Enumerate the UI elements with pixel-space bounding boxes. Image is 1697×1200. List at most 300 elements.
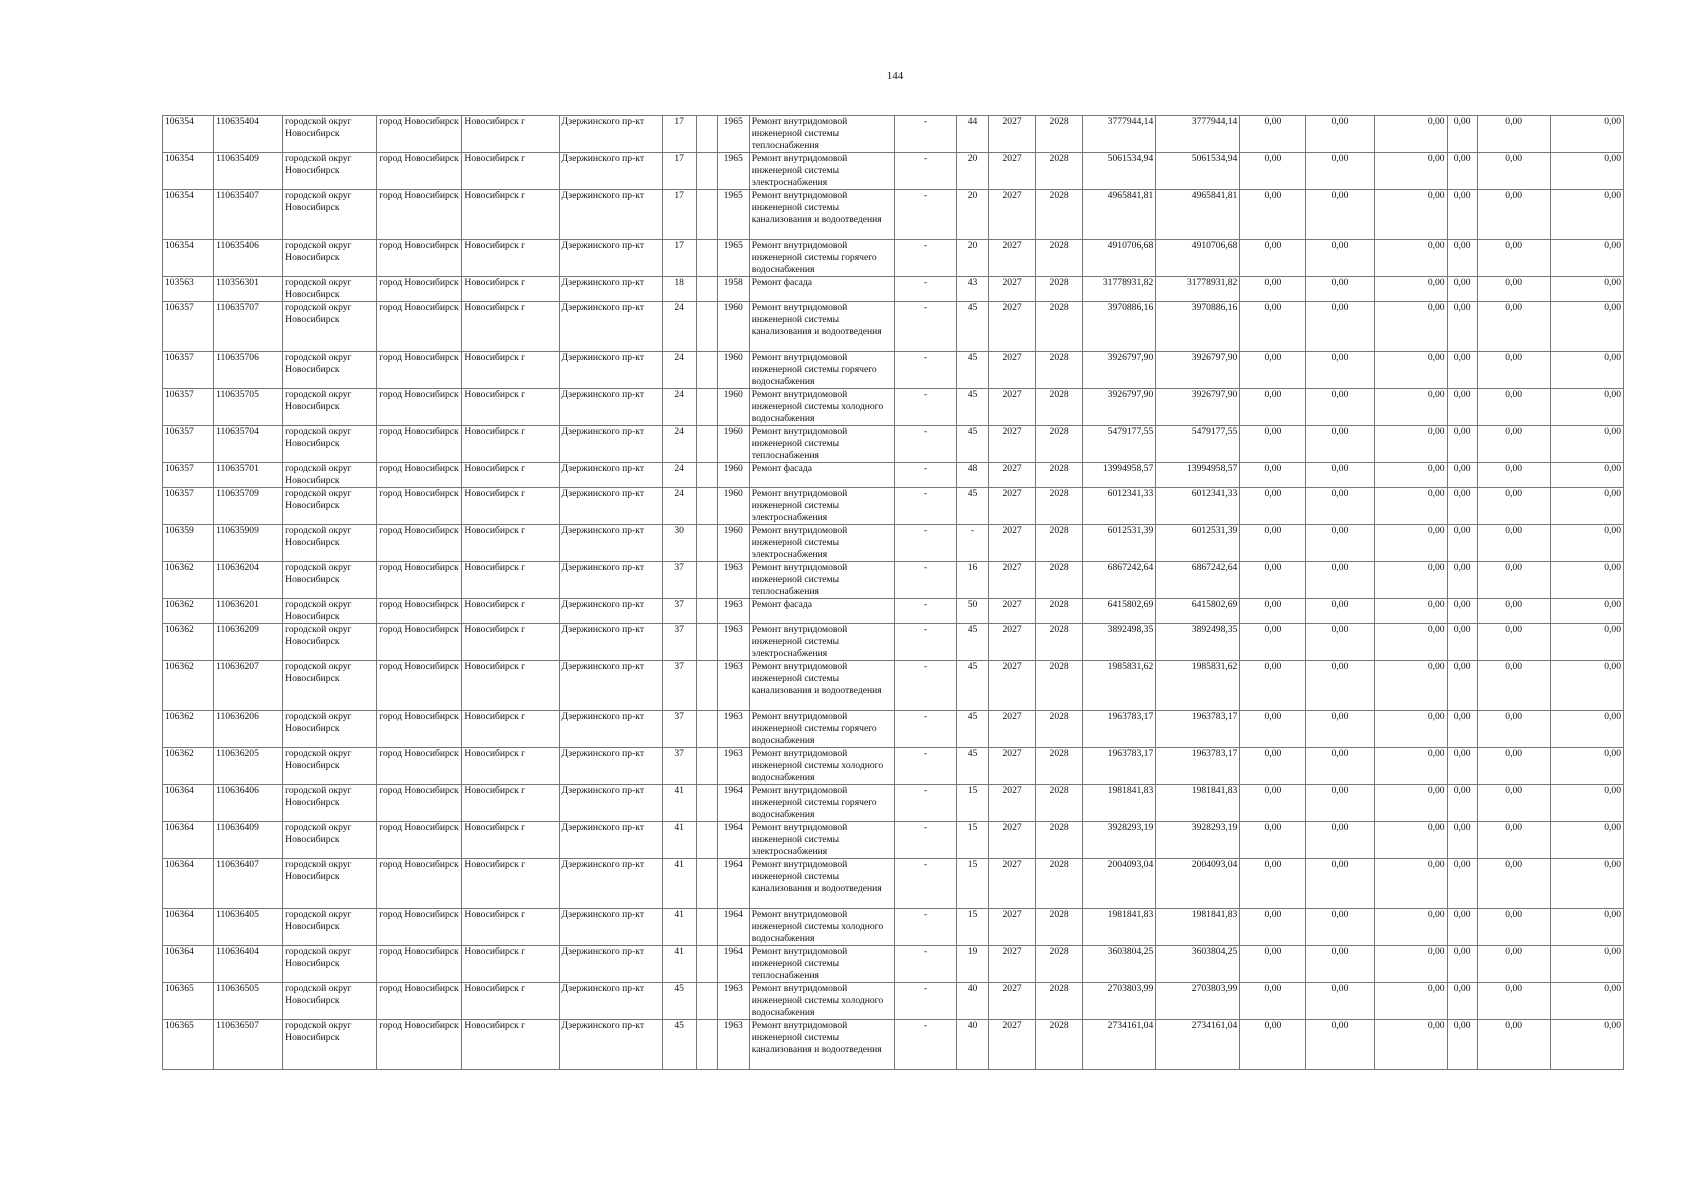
cell-settlement: город Новосибирск <box>377 822 462 859</box>
cell-year-built: 1963 <box>717 748 749 785</box>
cell-wear-percent: 45 <box>957 352 989 389</box>
cell-budget-local: 0,00 <box>1374 389 1447 426</box>
cell-fund-cost: 1981841,83 <box>1156 909 1240 946</box>
cell-year-built: 1963 <box>717 624 749 661</box>
cell-year-built: 1963 <box>717 983 749 1020</box>
cell-other-1: 0,00 <box>1447 1020 1477 1070</box>
cell-municipality: городской округ Новосибирск <box>283 562 377 599</box>
cell-unit: - <box>894 116 956 153</box>
cell-municipality: городской округ Новосибирск <box>283 909 377 946</box>
cell-work-id: 110635707 <box>214 302 283 352</box>
cell-plan-year-end: 2028 <box>1036 909 1083 946</box>
cell-building <box>696 822 717 859</box>
cell-work-type: Ремонт внутридомовой инженерной системы электроснабжения <box>749 624 894 661</box>
cell-plan-year-start: 2027 <box>989 426 1036 463</box>
cell-budget-federal: 0,00 <box>1240 599 1306 624</box>
cell-other-3: 0,00 <box>1550 562 1623 599</box>
cell-other-1: 0,00 <box>1447 822 1477 859</box>
cell-building <box>696 352 717 389</box>
table-row <box>163 463 1624 488</box>
table-row <box>163 711 1624 748</box>
cell-house-id: 106354 <box>163 153 214 190</box>
cell-street: Дзержинского пр-кт <box>559 153 662 190</box>
cell-unit: - <box>894 1020 956 1070</box>
cell-building <box>696 661 717 711</box>
cell-work-id: 110636405 <box>214 909 283 946</box>
cell-work-id: 110635704 <box>214 426 283 463</box>
cell-city: Новосибирск г <box>462 426 559 463</box>
cell-budget-local: 0,00 <box>1374 661 1447 711</box>
table-row <box>163 352 1624 389</box>
cell-total-cost: 13994958,57 <box>1083 463 1156 488</box>
cell-settlement: город Новосибирск <box>377 624 462 661</box>
cell-year-built: 1964 <box>717 822 749 859</box>
cell-year-built: 1964 <box>717 859 749 909</box>
table-row <box>163 426 1624 463</box>
cell-work-type: Ремонт внутридомовой инженерной системы горячего водоснабжения <box>749 240 894 277</box>
cell-other-2: 0,00 <box>1477 463 1550 488</box>
table-row <box>163 488 1624 525</box>
cell-house-id: 103563 <box>163 277 214 302</box>
cell-budget-federal: 0,00 <box>1240 525 1306 562</box>
cell-other-1: 0,00 <box>1447 946 1477 983</box>
cell-house-number: 37 <box>662 711 696 748</box>
cell-street: Дзержинского пр-кт <box>559 562 662 599</box>
cell-plan-year-start: 2027 <box>989 389 1036 426</box>
cell-building <box>696 389 717 426</box>
cell-other-2: 0,00 <box>1477 785 1550 822</box>
cell-other-2: 0,00 <box>1477 190 1550 240</box>
cell-total-cost: 3928293,19 <box>1083 822 1156 859</box>
cell-wear-percent: 45 <box>957 711 989 748</box>
cell-settlement: город Новосибирск <box>377 463 462 488</box>
cell-other-3: 0,00 <box>1550 748 1623 785</box>
cell-budget-local: 0,00 <box>1374 711 1447 748</box>
cell-plan-year-end: 2028 <box>1036 1020 1083 1070</box>
cell-budget-regional: 0,00 <box>1306 946 1374 983</box>
cell-plan-year-end: 2028 <box>1036 599 1083 624</box>
cell-budget-regional: 0,00 <box>1306 277 1374 302</box>
cell-house-id: 106357 <box>163 352 214 389</box>
cell-other-2: 0,00 <box>1477 859 1550 909</box>
cell-city: Новосибирск г <box>462 748 559 785</box>
cell-building <box>696 240 717 277</box>
cell-settlement: город Новосибирск <box>377 599 462 624</box>
cell-city: Новосибирск г <box>462 116 559 153</box>
cell-building <box>696 909 717 946</box>
cell-street: Дзержинского пр-кт <box>559 488 662 525</box>
cell-work-type: Ремонт внутридомовой инженерной системы холодного водоснабжения <box>749 909 894 946</box>
cell-house-number: 37 <box>662 562 696 599</box>
cell-house-id: 106364 <box>163 946 214 983</box>
cell-year-built: 1963 <box>717 661 749 711</box>
cell-street: Дзержинского пр-кт <box>559 711 662 748</box>
cell-building <box>696 277 717 302</box>
cell-work-id: 110356301 <box>214 277 283 302</box>
cell-budget-federal: 0,00 <box>1240 389 1306 426</box>
cell-unit: - <box>894 748 956 785</box>
cell-fund-cost: 1963783,17 <box>1156 748 1240 785</box>
cell-other-2: 0,00 <box>1477 525 1550 562</box>
table-row <box>163 153 1624 190</box>
cell-work-type: Ремонт внутридомовой инженерной системы теплоснабжения <box>749 116 894 153</box>
cell-building <box>696 1020 717 1070</box>
cell-municipality: городской округ Новосибирск <box>283 153 377 190</box>
table-row <box>163 240 1624 277</box>
cell-wear-percent: 16 <box>957 562 989 599</box>
cell-budget-federal: 0,00 <box>1240 240 1306 277</box>
cell-wear-percent: 15 <box>957 822 989 859</box>
cell-work-id: 110635404 <box>214 116 283 153</box>
cell-plan-year-end: 2028 <box>1036 389 1083 426</box>
cell-total-cost: 1963783,17 <box>1083 748 1156 785</box>
cell-plan-year-start: 2027 <box>989 488 1036 525</box>
cell-budget-regional: 0,00 <box>1306 624 1374 661</box>
cell-plan-year-end: 2028 <box>1036 426 1083 463</box>
cell-year-built: 1963 <box>717 1020 749 1070</box>
cell-budget-federal: 0,00 <box>1240 983 1306 1020</box>
cell-fund-cost: 3777944,14 <box>1156 116 1240 153</box>
cell-work-type: Ремонт внутридомовой инженерной системы теплоснабжения <box>749 562 894 599</box>
cell-unit: - <box>894 599 956 624</box>
cell-work-id: 110636201 <box>214 599 283 624</box>
cell-budget-regional: 0,00 <box>1306 525 1374 562</box>
cell-settlement: город Новосибирск <box>377 785 462 822</box>
cell-fund-cost: 3926797,90 <box>1156 352 1240 389</box>
cell-fund-cost: 2703803,99 <box>1156 983 1240 1020</box>
cell-budget-federal: 0,00 <box>1240 153 1306 190</box>
cell-unit: - <box>894 983 956 1020</box>
cell-plan-year-start: 2027 <box>989 748 1036 785</box>
cell-work-type: Ремонт внутридомовой инженерной системы теплоснабжения <box>749 426 894 463</box>
cell-plan-year-end: 2028 <box>1036 302 1083 352</box>
cell-other-1: 0,00 <box>1447 116 1477 153</box>
cell-city: Новосибирск г <box>462 785 559 822</box>
cell-other-1: 0,00 <box>1447 599 1477 624</box>
cell-work-type: Ремонт внутридомовой инженерной системы горячего водоснабжения <box>749 352 894 389</box>
cell-other-2: 0,00 <box>1477 153 1550 190</box>
cell-wear-percent: - <box>957 525 989 562</box>
cell-city: Новосибирск г <box>462 240 559 277</box>
cell-plan-year-end: 2028 <box>1036 463 1083 488</box>
cell-house-id: 106357 <box>163 426 214 463</box>
table-row <box>163 946 1624 983</box>
cell-other-2: 0,00 <box>1477 983 1550 1020</box>
cell-work-type: Ремонт фасада <box>749 463 894 488</box>
cell-work-type: Ремонт внутридомовой инженерной системы холодного водоснабжения <box>749 983 894 1020</box>
cell-other-1: 0,00 <box>1447 277 1477 302</box>
cell-plan-year-start: 2027 <box>989 946 1036 983</box>
cell-unit: - <box>894 711 956 748</box>
table-row <box>163 190 1624 240</box>
cell-plan-year-start: 2027 <box>989 983 1036 1020</box>
cell-year-built: 1963 <box>717 711 749 748</box>
cell-fund-cost: 6867242,64 <box>1156 562 1240 599</box>
cell-budget-federal: 0,00 <box>1240 909 1306 946</box>
cell-budget-local: 0,00 <box>1374 426 1447 463</box>
cell-municipality: городской округ Новосибирск <box>283 302 377 352</box>
cell-work-type: Ремонт внутридомовой инженерной системы канализования и водоотведения <box>749 661 894 711</box>
cell-other-1: 0,00 <box>1447 153 1477 190</box>
cell-unit: - <box>894 389 956 426</box>
cell-work-type: Ремонт фасада <box>749 599 894 624</box>
cell-house-id: 106359 <box>163 525 214 562</box>
cell-house-id: 106365 <box>163 983 214 1020</box>
cell-street: Дзержинского пр-кт <box>559 946 662 983</box>
cell-house-number: 37 <box>662 599 696 624</box>
cell-settlement: город Новосибирск <box>377 426 462 463</box>
cell-house-number: 41 <box>662 822 696 859</box>
cell-settlement: город Новосибирск <box>377 946 462 983</box>
table-row <box>163 909 1624 946</box>
cell-plan-year-start: 2027 <box>989 240 1036 277</box>
cell-work-id: 110636507 <box>214 1020 283 1070</box>
cell-municipality: городской округ Новосибирск <box>283 426 377 463</box>
cell-year-built: 1964 <box>717 946 749 983</box>
cell-plan-year-start: 2027 <box>989 463 1036 488</box>
cell-year-built: 1963 <box>717 599 749 624</box>
cell-settlement: город Новосибирск <box>377 240 462 277</box>
cell-wear-percent: 45 <box>957 302 989 352</box>
cell-budget-federal: 0,00 <box>1240 711 1306 748</box>
cell-other-3: 0,00 <box>1550 909 1623 946</box>
cell-settlement: город Новосибирск <box>377 352 462 389</box>
cell-other-2: 0,00 <box>1477 352 1550 389</box>
cell-other-1: 0,00 <box>1447 785 1477 822</box>
cell-municipality: городской округ Новосибирск <box>283 661 377 711</box>
cell-settlement: город Новосибирск <box>377 1020 462 1070</box>
cell-budget-regional: 0,00 <box>1306 116 1374 153</box>
table-body <box>163 116 1624 1070</box>
cell-fund-cost: 1963783,17 <box>1156 711 1240 748</box>
cell-work-id: 110636204 <box>214 562 283 599</box>
cell-unit: - <box>894 302 956 352</box>
cell-total-cost: 1981841,83 <box>1083 785 1156 822</box>
cell-house-id: 106362 <box>163 661 214 711</box>
cell-budget-regional: 0,00 <box>1306 190 1374 240</box>
cell-municipality: городской округ Новосибирск <box>283 748 377 785</box>
cell-plan-year-end: 2028 <box>1036 822 1083 859</box>
cell-wear-percent: 48 <box>957 463 989 488</box>
cell-house-id: 106362 <box>163 624 214 661</box>
cell-municipality: городской округ Новосибирск <box>283 983 377 1020</box>
cell-building <box>696 624 717 661</box>
cell-fund-cost: 3603804,25 <box>1156 946 1240 983</box>
cell-building <box>696 785 717 822</box>
cell-building <box>696 599 717 624</box>
cell-house-number: 24 <box>662 352 696 389</box>
cell-house-number: 24 <box>662 302 696 352</box>
cell-fund-cost: 13994958,57 <box>1156 463 1240 488</box>
cell-settlement: город Новосибирск <box>377 116 462 153</box>
cell-house-number: 18 <box>662 277 696 302</box>
cell-wear-percent: 40 <box>957 983 989 1020</box>
cell-wear-percent: 40 <box>957 1020 989 1070</box>
cell-year-built: 1960 <box>717 352 749 389</box>
cell-plan-year-start: 2027 <box>989 153 1036 190</box>
cell-work-id: 110636207 <box>214 661 283 711</box>
cell-plan-year-end: 2028 <box>1036 240 1083 277</box>
cell-budget-regional: 0,00 <box>1306 426 1374 463</box>
cell-house-number: 24 <box>662 488 696 525</box>
cell-budget-regional: 0,00 <box>1306 352 1374 389</box>
cell-other-2: 0,00 <box>1477 822 1550 859</box>
cell-other-3: 0,00 <box>1550 352 1623 389</box>
cell-work-id: 110635406 <box>214 240 283 277</box>
cell-plan-year-end: 2028 <box>1036 748 1083 785</box>
cell-building <box>696 463 717 488</box>
cell-settlement: город Новосибирск <box>377 488 462 525</box>
cell-budget-federal: 0,00 <box>1240 488 1306 525</box>
cell-year-built: 1960 <box>717 426 749 463</box>
cell-total-cost: 3892498,35 <box>1083 624 1156 661</box>
cell-fund-cost: 3928293,19 <box>1156 822 1240 859</box>
cell-budget-federal: 0,00 <box>1240 859 1306 909</box>
cell-other-1: 0,00 <box>1447 463 1477 488</box>
cell-budget-local: 0,00 <box>1374 946 1447 983</box>
cell-budget-local: 0,00 <box>1374 748 1447 785</box>
cell-wear-percent: 15 <box>957 859 989 909</box>
cell-house-number: 37 <box>662 624 696 661</box>
cell-street: Дзержинского пр-кт <box>559 426 662 463</box>
cell-city: Новосибирск г <box>462 909 559 946</box>
cell-work-type: Ремонт внутридомовой инженерной системы холодного водоснабжения <box>749 389 894 426</box>
cell-budget-local: 0,00 <box>1374 302 1447 352</box>
cell-unit: - <box>894 562 956 599</box>
cell-total-cost: 6012341,33 <box>1083 488 1156 525</box>
cell-other-2: 0,00 <box>1477 599 1550 624</box>
cell-other-2: 0,00 <box>1477 116 1550 153</box>
cell-plan-year-start: 2027 <box>989 277 1036 302</box>
cell-wear-percent: 45 <box>957 389 989 426</box>
cell-street: Дзержинского пр-кт <box>559 661 662 711</box>
cell-budget-regional: 0,00 <box>1306 599 1374 624</box>
cell-work-type: Ремонт внутридомовой инженерной системы теплоснабжения <box>749 946 894 983</box>
cell-plan-year-start: 2027 <box>989 116 1036 153</box>
cell-street: Дзержинского пр-кт <box>559 525 662 562</box>
cell-other-1: 0,00 <box>1447 748 1477 785</box>
cell-plan-year-end: 2028 <box>1036 859 1083 909</box>
cell-plan-year-end: 2028 <box>1036 488 1083 525</box>
cell-total-cost: 2734161,04 <box>1083 1020 1156 1070</box>
cell-wear-percent: 15 <box>957 785 989 822</box>
cell-city: Новосибирск г <box>462 463 559 488</box>
cell-other-1: 0,00 <box>1447 562 1477 599</box>
cell-house-id: 106357 <box>163 488 214 525</box>
cell-other-1: 0,00 <box>1447 711 1477 748</box>
cell-budget-local: 0,00 <box>1374 525 1447 562</box>
cell-municipality: городской округ Новосибирск <box>283 240 377 277</box>
cell-other-1: 0,00 <box>1447 302 1477 352</box>
cell-year-built: 1960 <box>717 525 749 562</box>
cell-other-3: 0,00 <box>1550 983 1623 1020</box>
cell-other-2: 0,00 <box>1477 426 1550 463</box>
cell-house-id: 106364 <box>163 909 214 946</box>
cell-total-cost: 1963783,17 <box>1083 711 1156 748</box>
cell-total-cost: 4910706,68 <box>1083 240 1156 277</box>
table-row <box>163 525 1624 562</box>
cell-budget-federal: 0,00 <box>1240 624 1306 661</box>
cell-year-built: 1960 <box>717 302 749 352</box>
cell-other-3: 0,00 <box>1550 426 1623 463</box>
cell-budget-federal: 0,00 <box>1240 822 1306 859</box>
cell-year-built: 1960 <box>717 463 749 488</box>
cell-other-3: 0,00 <box>1550 389 1623 426</box>
cell-other-1: 0,00 <box>1447 661 1477 711</box>
cell-fund-cost: 3926797,90 <box>1156 389 1240 426</box>
cell-work-type: Ремонт фасада <box>749 277 894 302</box>
cell-year-built: 1965 <box>717 116 749 153</box>
cell-other-2: 0,00 <box>1477 624 1550 661</box>
cell-budget-regional: 0,00 <box>1306 859 1374 909</box>
cell-budget-regional: 0,00 <box>1306 822 1374 859</box>
cell-building <box>696 525 717 562</box>
cell-municipality: городской округ Новосибирск <box>283 352 377 389</box>
cell-budget-regional: 0,00 <box>1306 909 1374 946</box>
cell-plan-year-end: 2028 <box>1036 946 1083 983</box>
cell-other-2: 0,00 <box>1477 389 1550 426</box>
cell-unit: - <box>894 909 956 946</box>
cell-other-3: 0,00 <box>1550 599 1623 624</box>
cell-municipality: городской округ Новосибирск <box>283 711 377 748</box>
cell-house-number: 30 <box>662 525 696 562</box>
cell-house-number: 24 <box>662 389 696 426</box>
cell-street: Дзержинского пр-кт <box>559 352 662 389</box>
cell-settlement: город Новосибирск <box>377 661 462 711</box>
cell-budget-regional: 0,00 <box>1306 711 1374 748</box>
cell-unit: - <box>894 190 956 240</box>
cell-wear-percent: 44 <box>957 116 989 153</box>
cell-street: Дзержинского пр-кт <box>559 240 662 277</box>
cell-budget-local: 0,00 <box>1374 153 1447 190</box>
cell-other-3: 0,00 <box>1550 190 1623 240</box>
cell-city: Новосибирск г <box>462 302 559 352</box>
cell-house-number: 41 <box>662 859 696 909</box>
cell-unit: - <box>894 240 956 277</box>
cell-municipality: городской округ Новосибирск <box>283 599 377 624</box>
table-row <box>163 116 1624 153</box>
cell-building <box>696 562 717 599</box>
cell-settlement: город Новосибирск <box>377 190 462 240</box>
cell-city: Новосибирск г <box>462 525 559 562</box>
cell-work-type: Ремонт внутридомовой инженерной системы электроснабжения <box>749 525 894 562</box>
cell-building <box>696 488 717 525</box>
cell-house-id: 106357 <box>163 389 214 426</box>
table-row <box>163 748 1624 785</box>
cell-wear-percent: 20 <box>957 190 989 240</box>
cell-fund-cost: 1981841,83 <box>1156 785 1240 822</box>
cell-budget-regional: 0,00 <box>1306 562 1374 599</box>
cell-total-cost: 2703803,99 <box>1083 983 1156 1020</box>
cell-year-built: 1960 <box>717 488 749 525</box>
cell-budget-local: 0,00 <box>1374 463 1447 488</box>
cell-plan-year-end: 2028 <box>1036 190 1083 240</box>
cell-plan-year-start: 2027 <box>989 909 1036 946</box>
cell-plan-year-end: 2028 <box>1036 525 1083 562</box>
cell-total-cost: 1981841,83 <box>1083 909 1156 946</box>
cell-house-id: 106354 <box>163 190 214 240</box>
cell-house-number: 17 <box>662 240 696 277</box>
cell-budget-local: 0,00 <box>1374 624 1447 661</box>
cell-other-2: 0,00 <box>1477 240 1550 277</box>
cell-fund-cost: 5479177,55 <box>1156 426 1240 463</box>
cell-other-1: 0,00 <box>1447 909 1477 946</box>
cell-wear-percent: 43 <box>957 277 989 302</box>
cell-street: Дзержинского пр-кт <box>559 389 662 426</box>
cell-other-1: 0,00 <box>1447 389 1477 426</box>
cell-wear-percent: 45 <box>957 624 989 661</box>
cell-total-cost: 6415802,69 <box>1083 599 1156 624</box>
